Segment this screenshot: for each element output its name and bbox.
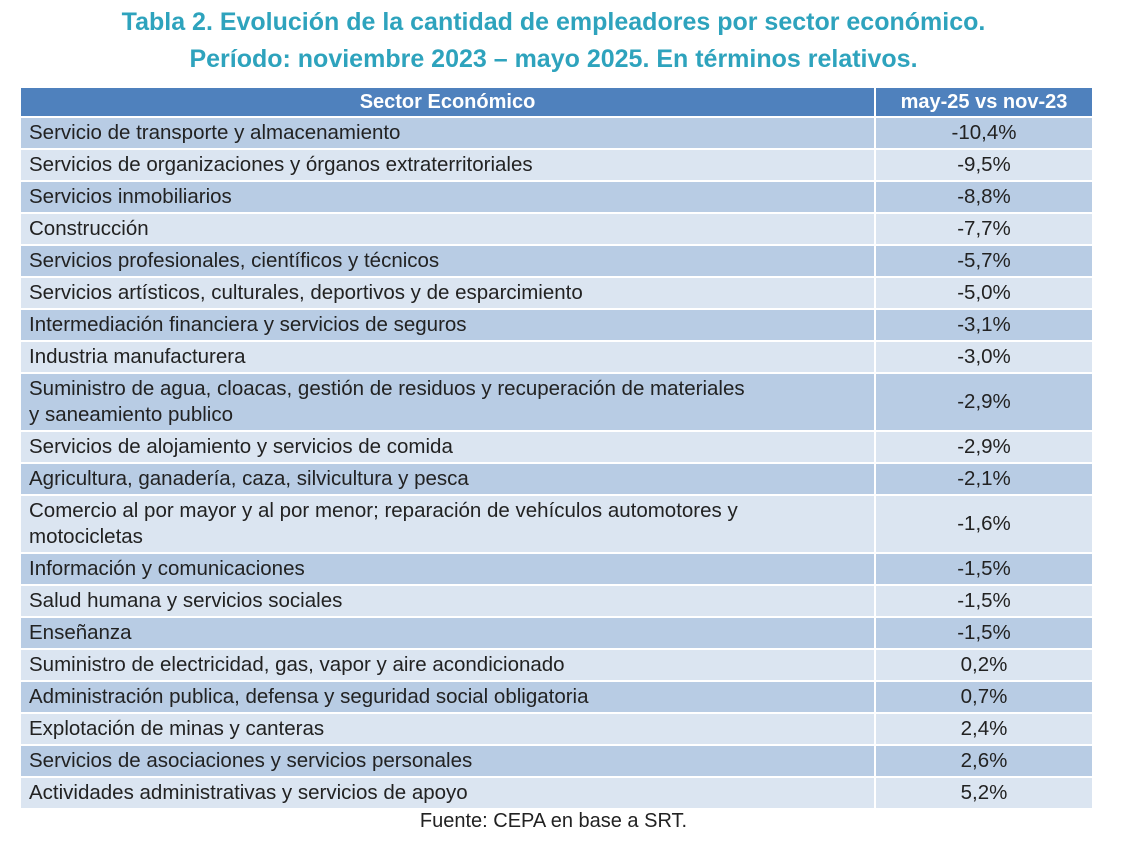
sector-cell: [20, 553, 875, 585]
table-row: [20, 277, 1093, 309]
table-row: [20, 341, 1093, 373]
table-row: [20, 431, 1093, 463]
sector-cell: [20, 245, 875, 277]
sector-cell: [20, 149, 875, 181]
change-value-cell: -2,9%: [875, 431, 1093, 463]
sector-cell: [20, 681, 875, 713]
sector-cell: [20, 617, 875, 649]
sector-line: Servicios de asociaciones y servicios personales: [29, 749, 473, 772]
table-title: [0, 4, 1107, 78]
table-row: [20, 117, 1093, 149]
sector-line: Servicios inmobiliarios: [29, 185, 232, 208]
sector-line: Suministro de agua, cloacas, gestión de residuos y recuperación de materiales: [29, 377, 745, 400]
sector-cell: [20, 309, 875, 341]
sector-line: Información y comunicaciones: [29, 557, 305, 580]
sector-line: Agricultura, ganadería, caza, silvicultura y pesca: [29, 467, 469, 490]
change-value-cell: -1,6%: [875, 495, 1093, 553]
table-row: [20, 245, 1093, 277]
table-row: [20, 463, 1093, 495]
sector-cell: [20, 181, 875, 213]
sector-line: Explotación de minas y canteras: [29, 717, 325, 740]
table-row: [20, 745, 1093, 777]
title-line-1: Tabla 2. Evolución de la cantidad de empleadores por sector económico.: [121, 8, 986, 36]
sector-line: Salud humana y servicios sociales: [29, 589, 343, 612]
table-row: [20, 681, 1093, 713]
header-change: may-25 vs nov-23: [875, 87, 1093, 117]
title-line-2: Período: noviembre 2023 – mayo 2025. En términos relativos.: [189, 45, 918, 73]
sector-cell: [20, 463, 875, 495]
change-value-cell: -1,5%: [875, 617, 1093, 649]
sector-table: [19, 86, 1094, 810]
table-header-row: [20, 87, 1093, 117]
table-row: [20, 213, 1093, 245]
sector-line: Suministro de electricidad, gas, vapor y aire acondicionado: [29, 653, 565, 676]
table-row: [20, 495, 1093, 553]
change-value-cell: -10,4%: [875, 117, 1093, 149]
sector-line: Servicios profesionales, científicos y técnicos: [29, 249, 440, 272]
change-value-cell: 5,2%: [875, 777, 1093, 809]
sector-cell: [20, 585, 875, 617]
change-value-cell: -2,9%: [875, 373, 1093, 431]
table-row: [20, 181, 1093, 213]
sector-cell: [20, 495, 875, 553]
change-value-cell: -3,0%: [875, 341, 1093, 373]
table-row: [20, 553, 1093, 585]
sector-line: Servicios de alojamiento y servicios de comida: [29, 435, 453, 458]
sector-cell: [20, 713, 875, 745]
table-row: [20, 649, 1093, 681]
table-row: [20, 373, 1093, 431]
sector-line: Servicios artísticos, culturales, deportivos y de esparcimiento: [29, 281, 583, 304]
sector-line: y saneamiento publico: [29, 403, 233, 426]
sector-cell: [20, 373, 875, 431]
source-note: Fuente: CEPA en base a SRT.: [419, 810, 688, 832]
change-value-cell: -1,5%: [875, 553, 1093, 585]
sector-line: Administración publica, defensa y seguridad social obligatoria: [29, 685, 589, 708]
change-value-cell: -3,1%: [875, 309, 1093, 341]
sector-line: Enseñanza: [29, 621, 132, 644]
table-row: [20, 617, 1093, 649]
change-value-cell: 2,4%: [875, 713, 1093, 745]
sector-cell: [20, 341, 875, 373]
header-sector: Sector Económico: [20, 87, 875, 117]
change-value-cell: 2,6%: [875, 745, 1093, 777]
change-value-cell: -1,5%: [875, 585, 1093, 617]
sector-cell: [20, 649, 875, 681]
sector-cell: [20, 277, 875, 309]
sector-cell: [20, 213, 875, 245]
sector-line: Servicio de transporte y almacenamiento: [29, 121, 401, 144]
change-value-cell: -2,1%: [875, 463, 1093, 495]
sector-line: Comercio al por mayor y al por menor; reparación de vehículos automotores y: [29, 499, 738, 522]
change-value-cell: -5,0%: [875, 277, 1093, 309]
sector-cell: [20, 117, 875, 149]
table-body: [20, 117, 1093, 809]
table-row: [20, 585, 1093, 617]
table-row: [20, 777, 1093, 809]
sector-cell: [20, 431, 875, 463]
sector-cell: [20, 745, 875, 777]
sector-line: Servicios de organizaciones y órganos extraterritoriales: [29, 153, 533, 176]
sector-line: Construcción: [29, 217, 149, 240]
table-row: [20, 713, 1093, 745]
sector-line: Actividades administrativas y servicios de apoyo: [29, 781, 468, 804]
sector-line: Intermediación financiera y servicios de seguros: [29, 313, 467, 336]
table-row: [20, 149, 1093, 181]
sector-cell: [20, 777, 875, 809]
table-row: [20, 309, 1093, 341]
change-value-cell: -9,5%: [875, 149, 1093, 181]
sector-line: Industria manufacturera: [29, 345, 246, 368]
change-value-cell: 0,2%: [875, 649, 1093, 681]
change-value-cell: -8,8%: [875, 181, 1093, 213]
change-value-cell: 0,7%: [875, 681, 1093, 713]
change-value-cell: -7,7%: [875, 213, 1093, 245]
sector-line: motocicletas: [29, 525, 143, 548]
change-value-cell: -5,7%: [875, 245, 1093, 277]
